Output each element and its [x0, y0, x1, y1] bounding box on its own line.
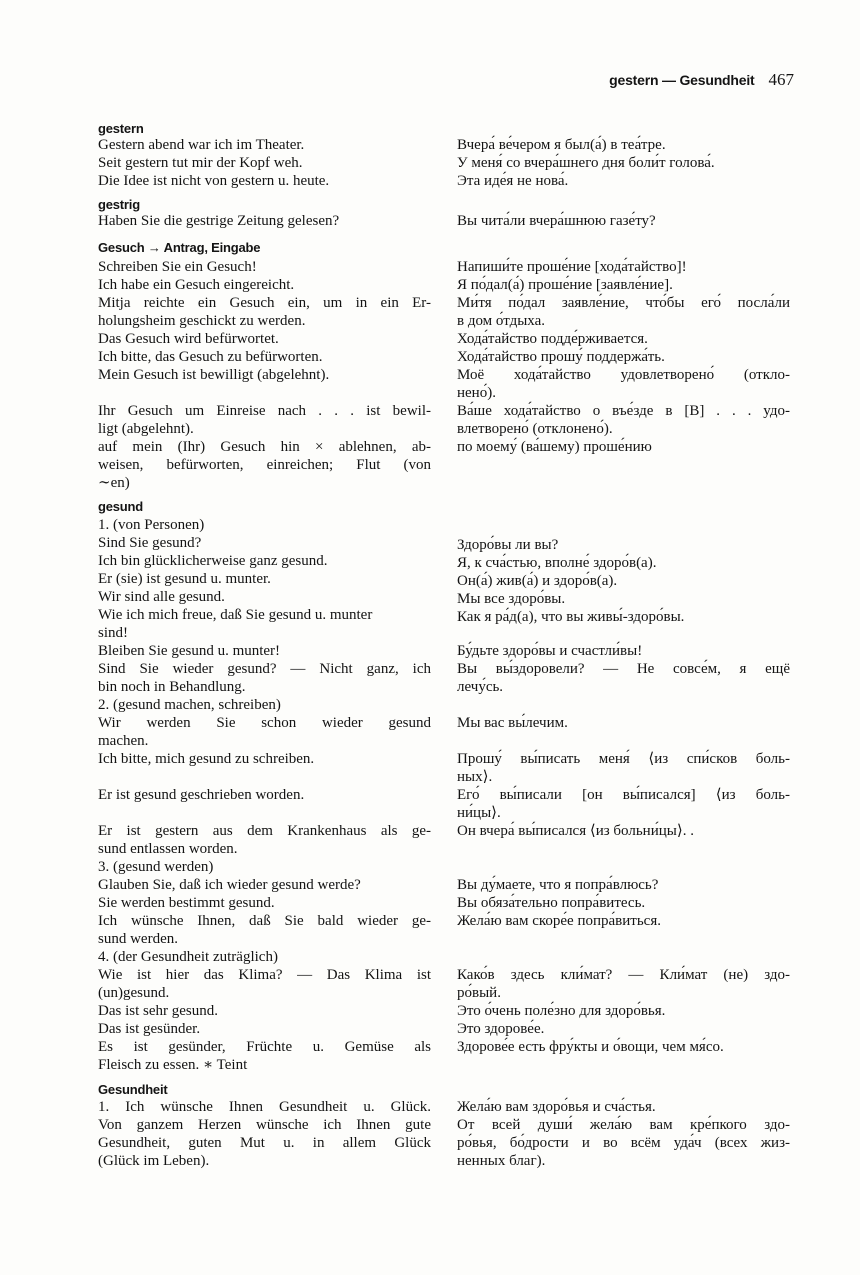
german-line: weisen, befürworten, einreichen; Flut (von: [98, 457, 431, 473]
russian-line: Здоро́вы ли вы?: [457, 537, 559, 553]
russian-line: Как я ра́д(а), что вы живы́-здоро́вы.: [457, 609, 685, 625]
entry-range: gestern — Gesundheit: [609, 72, 755, 88]
russian-line: Хода́тайство подде́рживается.: [457, 331, 648, 347]
german-line: Es ist gesünder, Früchte u. Gemüse als: [98, 1039, 431, 1055]
headword: Gesundheit: [98, 1082, 168, 1097]
german-line: Er (sie) ist gesund u. munter.: [98, 571, 271, 587]
headword: gestrig: [98, 197, 140, 212]
headword: Gesuch → Antrag, Eingabe: [98, 240, 261, 255]
russian-line: по моему́ (ва́шему) проше́нию: [457, 439, 652, 455]
russian-line: Жела́ю вам здоро́вья и сча́стья.: [457, 1099, 656, 1115]
german-line: Von ganzem Herzen wünsche ich Ihnen gute: [98, 1117, 431, 1133]
german-line: Wir werden Sie schon wieder gesund: [98, 715, 431, 731]
german-line: Ich bitte, mich gesund zu schreiben.: [98, 751, 315, 767]
russian-line: Вы чита́ли вчера́шнюю газе́ту?: [457, 213, 656, 229]
russian-line: Я по́дал(а́) проше́ние [заявле́ние].: [457, 277, 673, 293]
german-line: Gestern abend war ich im Theater.: [98, 137, 305, 153]
russian-line: Я, к сча́стью, вполне́ здоро́в(а).: [457, 555, 657, 571]
russian-line: лечу́сь.: [457, 679, 504, 695]
german-line: Schreiben Sie ein Gesuch!: [98, 259, 257, 275]
russian-line: Моё хода́тайство удовлетворено́ (откло-: [457, 367, 790, 383]
russian-line: Мы все здоро́вы.: [457, 591, 566, 607]
russian-line: Эта иде́я не нова́.: [457, 173, 569, 189]
german-line: sund werden.: [98, 931, 178, 947]
german-line: (un)gesund.: [98, 985, 170, 1001]
german-line: Wir sind alle gesund.: [98, 589, 225, 605]
russian-line: У меня́ со вчера́шнего дня боли́т голова́.: [457, 155, 715, 171]
german-line: ligt (abgelehnt).: [98, 421, 194, 437]
russian-line: Бу́дьте здоро́вы и счастли́вы!: [457, 643, 643, 659]
german-line: Sie werden bestimmt gesund.: [98, 895, 275, 911]
german-line: Glauben Sie, daß ich wieder gesund werde?: [98, 877, 361, 893]
russian-line: Жела́ю вам скоре́е попра́виться.: [457, 913, 661, 929]
german-line: 1. (von Personen): [98, 517, 205, 533]
russian-line: ро́вый.: [457, 985, 501, 1001]
german-line: 4. (der Gesundheit zuträglich): [98, 949, 278, 965]
russian-line: Это о́чень поле́зно для здоро́вья.: [457, 1003, 666, 1019]
russian-line: От всей души́ жела́ю вам кре́пкого здо-: [457, 1117, 790, 1133]
german-line: Er ist gesund geschrieben worden.: [98, 787, 305, 803]
german-line: Sind Sie gesund?: [98, 535, 202, 551]
russian-line: Он вчера́ вы́писался ⟨из больни́цы⟩. .: [457, 823, 694, 839]
russian-line: влетворено́ (отклонено́).: [457, 421, 613, 437]
german-line: bin noch in Behandlung.: [98, 679, 246, 695]
page-number: 467: [768, 70, 794, 89]
german-line: sind!: [98, 625, 128, 641]
russian-line: Вы обяза́тельно попра́витесь.: [457, 895, 646, 911]
russian-line: Вы ду́маете, что я попра́влюсь?: [457, 877, 659, 893]
german-line: Haben Sie die gestrige Zeitung gelesen?: [98, 213, 340, 229]
russian-line: ни́цы⟩.: [457, 805, 501, 821]
german-line: (Glück im Leben).: [98, 1153, 210, 1169]
german-line: Seit gestern tut mir der Kopf weh.: [98, 155, 303, 171]
russian-line: ро́вья, бо́дрости и во всём уда́ч (всех жиз-: [457, 1135, 790, 1151]
german-line: Wie ich mich freue, daß Sie gesund u. munter: [98, 607, 373, 623]
german-line: ∼en): [98, 475, 130, 491]
german-line: Das ist gesünder.: [98, 1021, 201, 1037]
russian-line: ненных благ).: [457, 1153, 546, 1169]
running-header: [609, 70, 794, 90]
russian-line: Вчера́ ве́чером я был(а́) в теа́тре.: [457, 137, 666, 153]
russian-line: Мы вас вы́лечим.: [457, 715, 568, 731]
german-line: Mein Gesuch ist bewilligt (abgelehnt).: [98, 367, 330, 383]
russian-line: Здорове́е есть фру́кты и о́вощи, чем мя́со.: [457, 1039, 724, 1055]
headword: gesund: [98, 499, 144, 514]
german-line: Fleisch zu essen. ∗ Teint: [98, 1057, 248, 1073]
german-line: 3. (gesund werden): [98, 859, 214, 875]
german-line: Wie ist hier das Klima? — Das Klima ist: [98, 967, 431, 983]
headword: gestern: [98, 121, 144, 136]
russian-line: Вы вы́здоровели? — Не совсе́м, я ещё: [457, 661, 790, 677]
german-line: 1. Ich wünsche Ihnen Gesundheit u. Glück.: [98, 1099, 431, 1115]
german-line: Ich bin glücklicherweise ganz gesund.: [98, 553, 328, 569]
german-line: Gesundheit, guten Mut u. in allem Glück: [98, 1135, 431, 1151]
german-line: Ich habe ein Gesuch eingereicht.: [98, 277, 295, 293]
russian-line: Ва́ше хода́тайство о въе́зде в [В] . . . удо-: [457, 403, 790, 419]
russian-line: Хода́тайство прошу́ поддержа́ть.: [457, 349, 665, 365]
german-line: holungsheim geschickt zu werden.: [98, 313, 306, 329]
russian-line: ных⟩.: [457, 769, 493, 785]
german-line: Das ist sehr gesund.: [98, 1003, 218, 1019]
german-line: Sind Sie wieder gesund? — Nicht ganz, ich: [98, 661, 431, 677]
german-line: sund entlassen worden.: [98, 841, 238, 857]
russian-line: Како́в здесь кли́мат? — Кли́мат (не) здо-: [457, 967, 790, 983]
german-line: Ihr Gesuch um Einreise nach . . . ist bewil-: [98, 403, 431, 419]
russian-line: нено́).: [457, 385, 496, 401]
russian-line: Его́ вы́писали [он вы́писался] ⟨из боль-: [457, 787, 790, 803]
german-line: Mitja reichte ein Gesuch ein, um in ein Er-: [98, 295, 431, 311]
russian-line: Напиши́те проше́ние [хода́тайство]!: [457, 259, 687, 275]
german-line: machen.: [98, 733, 149, 749]
russian-line: в дом о́тдыха.: [457, 313, 546, 329]
german-line: Er ist gestern aus dem Krankenhaus als ge-: [98, 823, 431, 839]
german-line: Die Idee ist nicht von gestern u. heute.: [98, 173, 330, 189]
german-line: 2. (gesund machen, schreiben): [98, 697, 281, 713]
german-line: Ich bitte, das Gesuch zu befürworten.: [98, 349, 323, 365]
russian-line: Прошу́ вы́писать меня́ ⟨из спи́сков боль-: [457, 751, 790, 767]
russian-line: Он(а́) жив(а́) и здоро́в(а).: [457, 573, 618, 589]
german-line: Ich wünsche Ihnen, daß Sie bald wieder ge-: [98, 913, 431, 929]
german-line: Das Gesuch wird befürwortet.: [98, 331, 279, 347]
german-line: auf mein (Ihr) Gesuch hin × ablehnen, ab-: [98, 439, 431, 455]
german-line: Bleiben Sie gesund u. munter!: [98, 643, 281, 659]
russian-line: Это здорове́е.: [457, 1021, 545, 1037]
russian-line: Ми́тя по́дал заявле́ние, что́бы его́ посла́ли: [457, 295, 790, 311]
